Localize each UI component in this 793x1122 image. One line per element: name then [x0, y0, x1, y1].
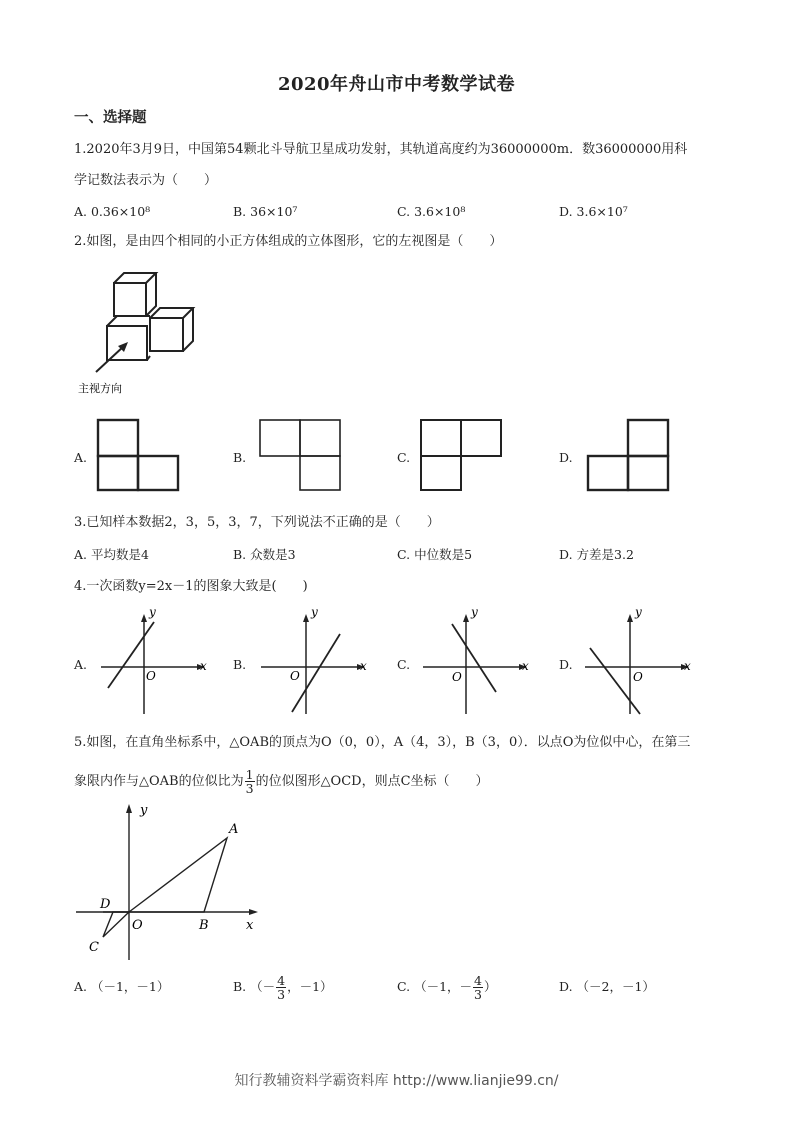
q5-ratio-fraction	[245, 768, 255, 795]
q5-option-c	[397, 967, 497, 1007]
q4c-y-label: y	[471, 605, 478, 619]
q4c-x-label: x	[522, 659, 529, 673]
q4a-x-label: x	[200, 659, 207, 673]
q2-option-d-label: D.	[559, 450, 573, 465]
q5-line2-post: 的位似图形△OCD，则点C坐标（ ）	[255, 774, 489, 789]
q5-option-b	[233, 967, 333, 1007]
q5-point-d: D	[100, 897, 111, 912]
q5-point-o: O	[132, 918, 143, 933]
q5-option-c-fraction	[473, 974, 483, 1001]
q4d-origin-label: O	[633, 670, 643, 684]
q5-point-b: B	[199, 918, 209, 933]
q1-option-b: B. 36×10⁷	[233, 204, 298, 219]
q4-option-a-graph	[96, 606, 211, 718]
q2-cube-figure	[74, 268, 209, 398]
q4a-origin-label: O	[146, 669, 156, 683]
q4c-origin-label: O	[452, 670, 462, 684]
q5-x-label: x	[246, 918, 254, 933]
q5-point-a: A	[229, 822, 239, 837]
q5-option-b-den: 3	[277, 987, 286, 1002]
q4-option-d-label: D.	[559, 657, 573, 672]
section-heading: 一、选择题	[74, 109, 147, 126]
q5-option-c-num: 4	[474, 973, 482, 988]
q5-line2-pre: 象限内作与△OAB的位似比为	[74, 774, 244, 789]
q4d-y-label: y	[635, 605, 642, 619]
footer-watermark: 知行教辅资料学霸资料库 http://www.lianjie99.cn/	[234, 1073, 559, 1089]
q5-option-b-fraction	[276, 974, 286, 1001]
q5-coordinate-figure	[74, 800, 264, 965]
q3-line1: 3.已知样本数据2，3，5，3，7，下列说法不正确的是（ ）	[74, 515, 440, 530]
q5-option-c-post: ）	[483, 979, 497, 994]
q3-option-d: D. 方差是3.2	[559, 547, 634, 562]
q5-option-b-num: 4	[277, 973, 286, 988]
q5-y-label: y	[140, 803, 148, 818]
q3-option-b: B. 众数是3	[233, 547, 296, 562]
q2-option-a-figure	[96, 418, 180, 493]
q4-option-c-label: C.	[397, 657, 411, 672]
q5-option-b-post: ，－1）	[287, 979, 333, 994]
q2-option-b-label: B.	[233, 450, 247, 465]
q2-option-d-figure	[586, 418, 670, 493]
q5-option-d: D. （－2，－1）	[559, 979, 655, 994]
q2-option-b-figure	[258, 418, 342, 493]
q1-option-c: C. 3.6×10⁸	[397, 204, 466, 219]
q5-ratio-den: 3	[245, 781, 254, 796]
q1-line1: 1.2020年3月9日，中国第54颗北斗导航卫星成功发射，其轨道高度约为36000000m．数36000000用科	[74, 142, 688, 157]
q3-option-c: C. 中位数是5	[397, 547, 473, 562]
q1-option-a: A. 0.36×10⁸	[74, 204, 151, 219]
q5-ratio-num: 1	[245, 767, 254, 782]
q2-line1: 2.如图，是由四个相同的小正方体组成的立体图形，它的左视图是（ ）	[74, 234, 503, 249]
q4-option-b-graph	[256, 606, 371, 718]
q5-line1: 5.如图，在直角坐标系中，△OAB的顶点为O（0，0），A（4，3），B（3，0）．以点O为位似中心，在第三	[74, 735, 691, 750]
view-direction-label: 主视方向	[78, 382, 122, 395]
q4b-origin-label: O	[290, 669, 300, 683]
q4-option-d-graph	[580, 606, 695, 718]
q2-option-c-figure	[419, 418, 503, 493]
q4-line1: 4.一次函数y=2x－1的图象大致是( )	[74, 579, 308, 594]
q5-option-c-den: 3	[474, 987, 482, 1002]
q3-option-a: A. 平均数是4	[74, 547, 149, 562]
q2-option-a-label: A.	[74, 450, 88, 465]
q1-option-d: D. 3.6×10⁷	[559, 204, 628, 219]
q5-option-c-pre: C. （－1，－	[397, 979, 473, 994]
q2-option-c-label: C.	[397, 450, 411, 465]
q1-line2: 学记数法表示为（ ）	[74, 173, 218, 188]
q4-option-a-label: A.	[74, 657, 88, 672]
q4d-x-label: x	[684, 659, 691, 673]
q4a-y-label: y	[149, 605, 156, 619]
q5-option-a: A. （－1，－1）	[74, 979, 170, 994]
q5-point-c: C	[89, 940, 99, 955]
page-title: 2020年舟山市中考数学试卷	[277, 74, 516, 95]
q4-option-b-label: B.	[233, 657, 247, 672]
q4-option-c-graph	[418, 606, 533, 718]
q4b-x-label: x	[360, 659, 367, 673]
q5-option-b-pre: B. （－	[233, 979, 276, 994]
q4b-y-label: y	[311, 605, 318, 619]
q5-line2	[74, 764, 489, 800]
